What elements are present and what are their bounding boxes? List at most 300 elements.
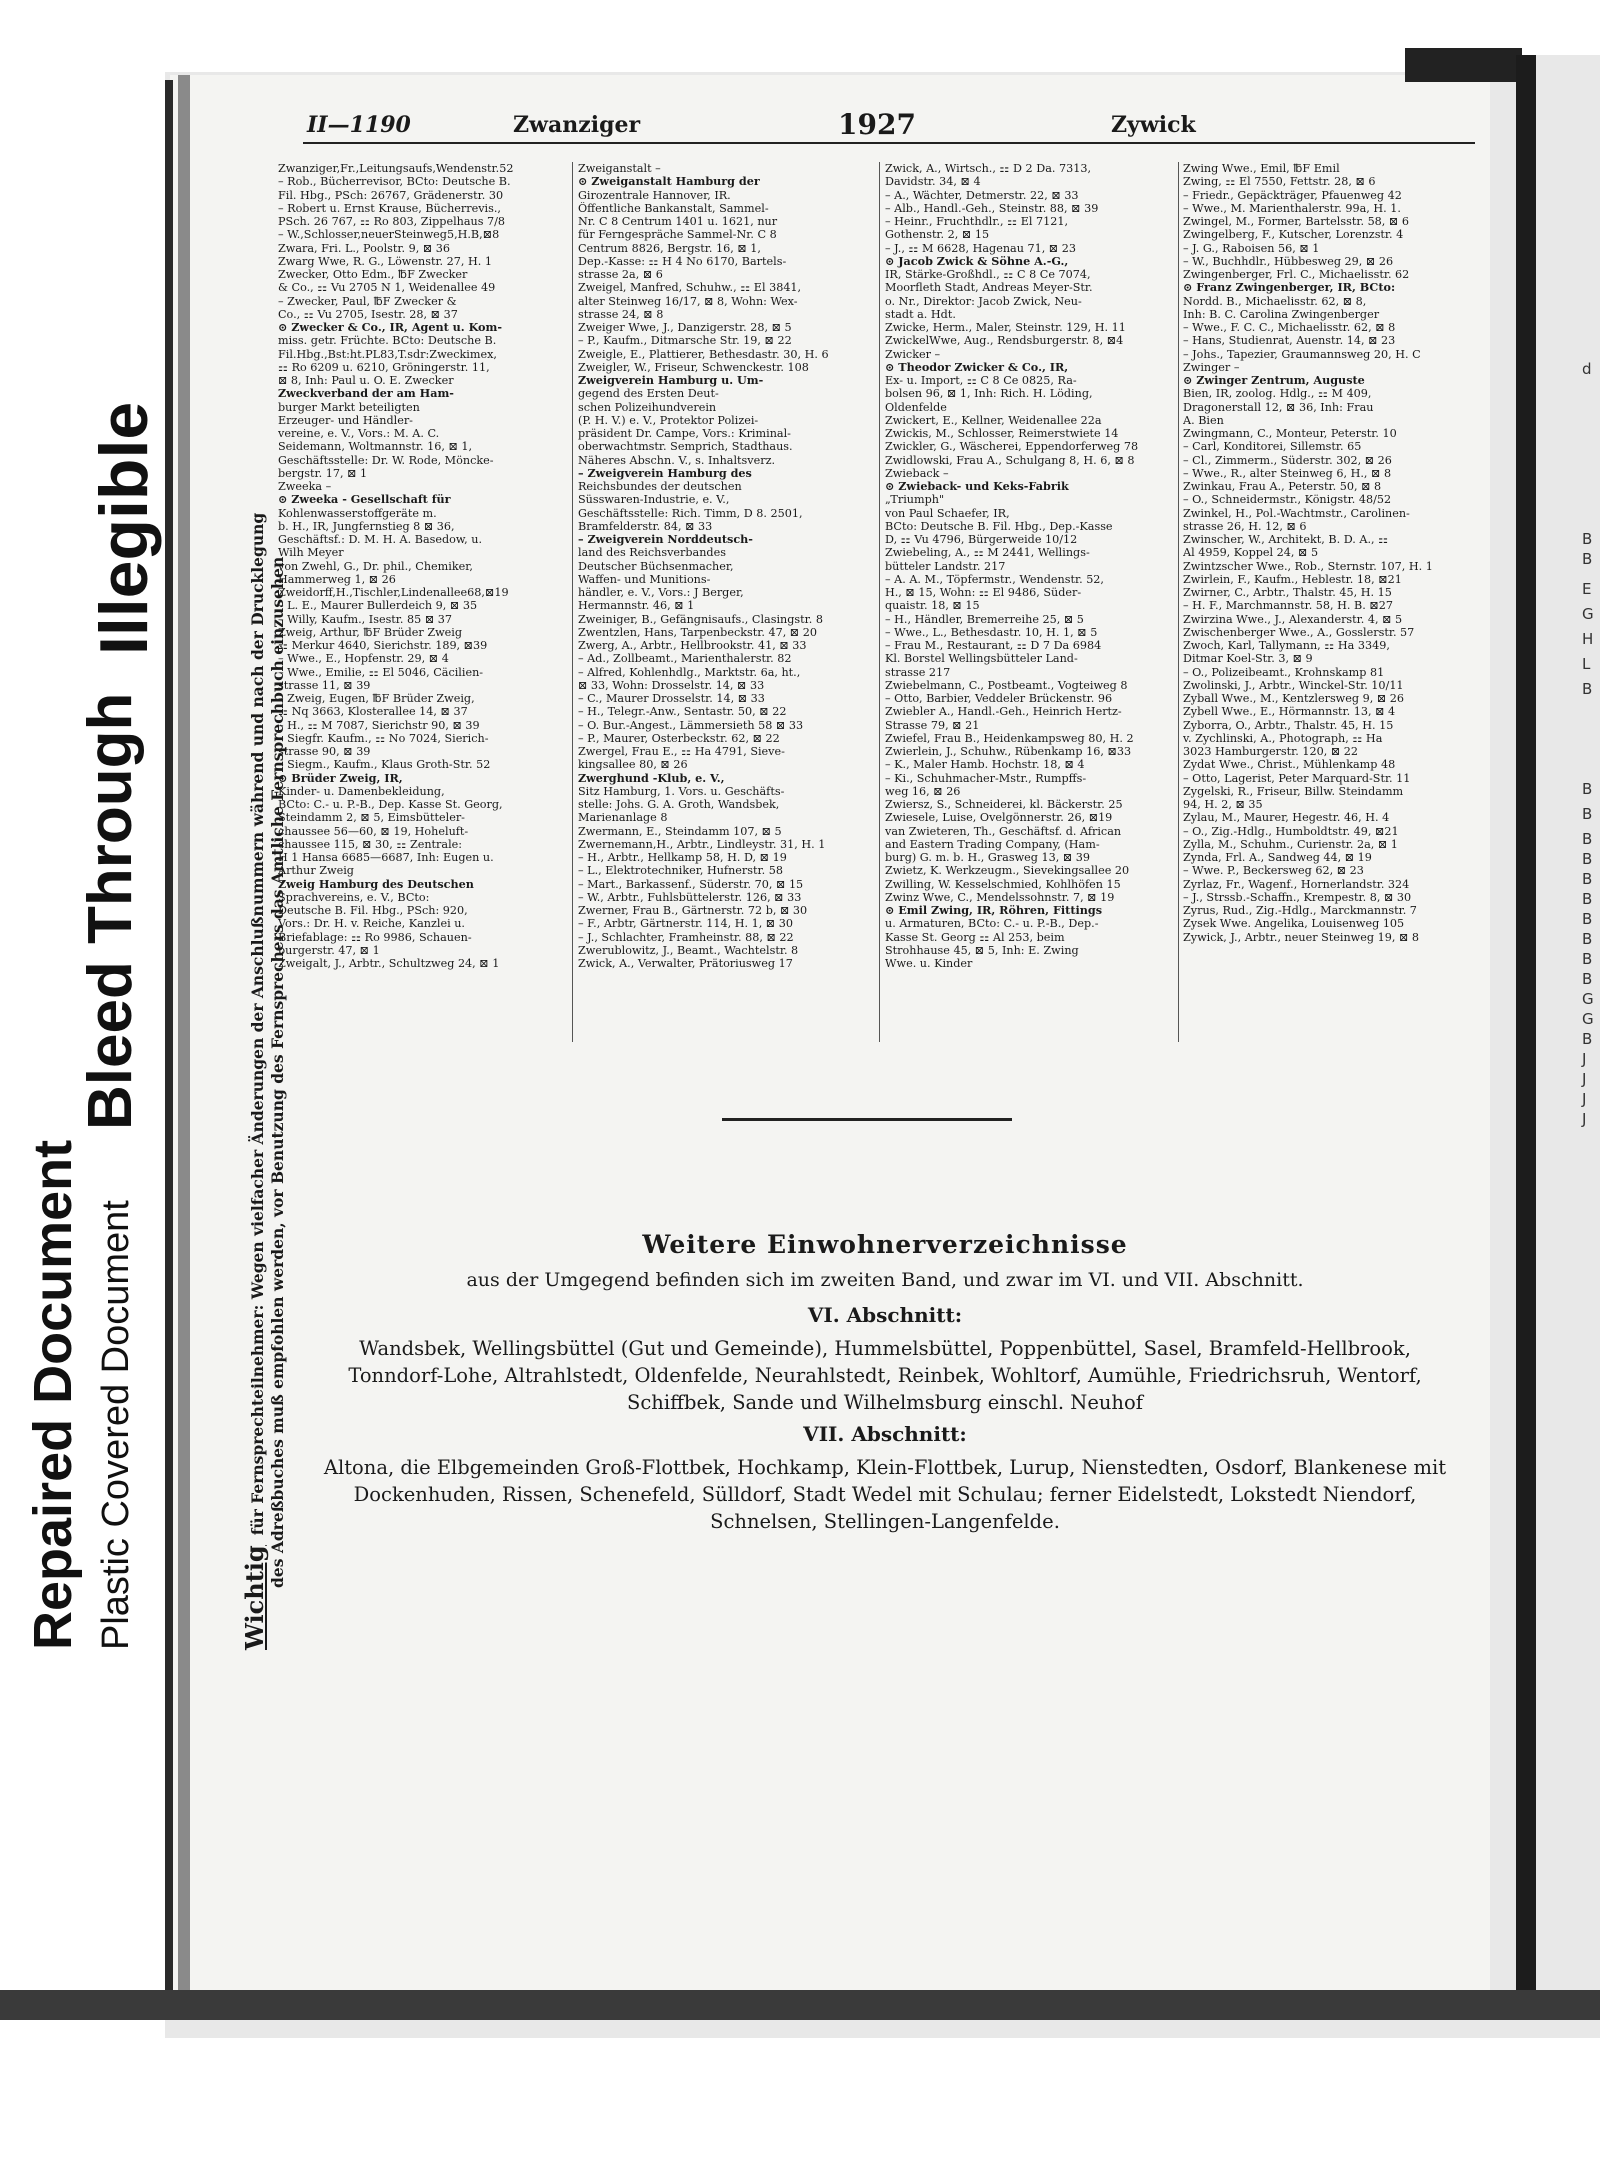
directory-entry: 3023 Hamburgerstr. 120, ⊠ 22 [1183,745,1359,758]
directory-entry: Deutsche B. Fil. Hbg., PSch: 920, [278,904,468,917]
directory-entry: Zwickert, E., Kellner, Weidenallee 22a [885,413,1102,427]
directory-entry: Steindamm 2, ⊠ 5, Eimsbütteler- [278,811,465,825]
directory-entry: Zydat Wwe., Christ., Mühlenkamp 48 [1183,758,1396,772]
directory-column-2 [578,162,873,1042]
directory-entry: Zwingelberg, F., Kutscher, Lorenzstr. 4 [1183,228,1404,242]
section-title: Weitere Einwohnerverzeichnisse [642,1230,1128,1259]
directory-entry: Zweiniger, B., Gefängnisaufs., Clasingstr. 8 [578,612,823,626]
directory-entry: chaussee 56—60, ⊠ 19, Hoheluft- [278,824,469,838]
directory-entry: Co., ⚏ Vu 2705, Isestr. 28, ⊠ 37 [278,307,458,321]
directory-entry: strasse 2a, ⊠ 6 [578,268,663,281]
bleed-letter: B [1582,680,1593,698]
directory-entry: Fil.Hbg.,Bst:ht.PL83,T.sdr:Zweckimex, [278,347,497,361]
directory-entry: Zwerghund -Klub, e. V., [578,771,725,785]
directory-entry: Zweidorff,H.,Tischler,Lindenallee68,⊠19 [278,586,509,599]
directory-entry: Deutscher Büchsenmacher, [578,559,734,573]
directory-entry: – K., Maler Hamb. Hochstr. 18, ⊠ 4 [885,758,1085,772]
directory-entry: Nr. C 8 Centrum 1401 u. 1621, nur [578,215,778,228]
directory-entry: – A., Wächter, Detmerstr. 22, ⊠ 33 [885,188,1079,202]
directory-entry: Zweigverein Hamburg u. Um- [578,374,764,387]
directory-entry: (P. H. V.) e. V., Protektor Polizei- [578,413,759,427]
column-rule [879,162,880,1042]
directory-entry: Strohhause 45, ⊠ 5, Inh: E. Zwing [885,943,1079,957]
directory-entry: ⊙ Zweiganstalt Hamburg der [578,175,760,189]
directory-entry: Zwanziger,Fr.,Leitungsaufs,Wendenstr.52 [278,162,514,175]
directory-entry: burger Markt beteiligten [278,400,420,414]
page-fold-shadow [178,75,190,2015]
directory-entry: Zwinscher, W., Architekt, B. D. A., ⚏ [1183,533,1389,546]
page-header [303,108,1475,144]
directory-entry: – Frau M., Restaurant, ⚏ D 7 Da 6984 [885,639,1102,652]
directory-entry: Zwentzlen, Hans, Tarpenbeckstr. 47, ⊠ 20 [578,625,817,639]
bottom-scan-bar [0,1990,1600,2020]
directory-entry: Erzeuger- und Händler- [278,413,413,427]
bleed-letter: B [1582,830,1593,848]
directory-entry: – H., Arbtr., Hellkamp 58, H. D, ⊠ 19 [578,851,787,864]
directory-entry: 94, H. 2, ⊠ 35 [1183,798,1263,811]
directory-entry: – Rob., Bücherrevisor, BCto: Deutsche B. [278,175,511,189]
directory-entry: ⚏ Merkur 4640, Sierichstr. 189, ⊠39 [278,639,488,652]
bleed-letter: G [1582,990,1594,1008]
directory-entry: Zyball Wwe., M., Kentzlersweg 9, ⊠ 26 [1183,692,1404,705]
directory-entry: Zwerg, A., Arbtr., Hellbrookstr. 41, ⊠ 33 [578,639,807,652]
directory-entry: strasse 90, ⊠ 39 [278,745,371,758]
directory-entry: Zwinkel, H., Pol.-Wachtmstr., Carolinen- [1183,506,1410,520]
directory-entry: – Friedr., Gepäckträger, Pfauenweg 42 [1183,188,1402,202]
bleed-letter: J [1582,1070,1587,1088]
directory-entry: – Robert u. Ernst Krause, Bücherrevis., [278,201,501,215]
directory-entry: – Otto, Barbier, Veddeler Brückenstr. 96 [885,692,1113,705]
directory-entry: – Ad., Zollbeamt., Marienthalerstr. 82 [578,652,792,666]
directory-entry: Zwernemann,H., Arbtr., Lindleystr. 31, H. 1 [578,837,826,851]
section-vii-heading: VII. Abschnitt: [803,1422,967,1446]
bleed-through-letters [1558,60,1598,1940]
directory-entry: Vors.: Dr. H. v. Reiche, Kanzlei u. [278,917,465,931]
directory-entry: IR, Stärke-Großhdl., ⚏ C 8 Ce 7074, [885,268,1091,281]
bleed-letter: B [1582,805,1593,823]
directory-column-1 [278,162,566,1042]
directory-entry: Waffen- und Munitions- [578,572,711,586]
directory-entry: Zwierlein, J., Schuhw., Rübenkamp 16, ⊠33 [885,745,1132,758]
directory-entry: – Zweigverein Hamburg des [578,466,752,480]
directory-entry: Wwe. u. Kinder [885,957,973,970]
directory-entry: Zyrlaz, Fr., Wagenf., Hornerlandstr. 324 [1183,877,1410,891]
directory-entry: Wilh Meyer [278,546,344,560]
directory-entry: Zybell Wwe., E., Hörmannstr. 13, ⊠ 4 [1183,705,1396,719]
directory-entry: Zysek Wwe. Angelika, Louisenweg 105 [1183,917,1405,931]
bleed-letter: B [1582,970,1593,988]
directory-entry: oberwachtmstr. Semprich, Stadthaus. [578,440,793,454]
directory-entry: – Alfred, Kohlenhdlg., Marktstr. 6a, ht., [578,665,801,679]
bleed-letter: J [1582,1050,1587,1068]
directory-entry: – Otto, Lagerist, Peter Marquard-Str. 11 [1183,771,1411,785]
directory-entry: ⚏ Ro 6209 u. 6210, Gröningerstr. 11, [278,360,490,374]
directory-entry: – W.,Schlosser,neuerSteinweg5,H.B,⊠8 [278,228,500,242]
bleed-letter: L [1582,655,1591,673]
directory-entry: Dragonerstall 12, ⊠ 36, Inh: Frau [1183,400,1374,414]
directory-entry: – Carl, Konditorei, Sillemstr. 65 [1183,440,1362,454]
directory-entry: Oldenfelde [885,400,947,414]
directory-entry: Zygelski, R., Friseur, Billw. Steindamm [1183,784,1404,798]
directory-entry: – Wwe., Emilie, ⚏ El 5046, Cäcilien- [278,665,484,679]
directory-entry: Zweigalt, J., Arbtr., Schultzweg 24, ⊠ 1 [278,957,500,970]
directory-entry: Arthur Zweig [278,864,354,878]
directory-entry: – Wwe., M. Marienthalerstr. 99a, H. 1. [1183,201,1401,215]
directory-entry: Zwerublowitz, J., Beamt., Wachtelstr. 8 [578,943,799,957]
directory-entry: Sitz Hamburg, 1. Vors. u. Geschäfts- [578,784,785,798]
directory-entry: Zwirzina Wwe., J., Alexanderstr. 4, ⊠ 5 [1183,612,1403,626]
directory-entry: vereine, e. V., Vors.: M. A. C. [278,427,440,440]
directory-entry: Zwirner, C., Arbtr., Thalstr. 45, H. 15 [1183,586,1392,599]
directory-entry: präsident Dr. Campe, Vors.: Kriminal- [578,427,791,440]
bleed-letter: B [1582,950,1593,968]
directory-entry: Kasse St. Georg ⚏ Al 253, beim [885,930,1065,944]
directory-entry: – Siegfr. Kaufm., ⚏ No 7024, Sierich- [278,731,489,745]
label-repaired-document: Repaired Document [23,1139,83,1650]
directory-entry: – C., Maurer Drosselstr. 14, ⊠ 33 [578,692,765,705]
directory-entry: Bien, IR, zoolog. Hdlg., ⚏ M 409, [1183,387,1372,401]
directory-entry: Zywick, J., Arbtr., neuer Steinweg 19, ⊠ 8 [1183,930,1419,944]
directory-entry: Bramfelderstr. 84, ⊠ 33 [578,519,713,533]
directory-entry: kingsallee 80, ⊠ 26 [578,758,688,772]
section-vi-heading: VI. Abschnitt: [807,1303,963,1327]
directory-entry: Zwilling, W. Kesselschmied, Kohlhöfen 15 [885,877,1121,891]
section-divider [722,1118,1012,1121]
directory-entry: Al 4959, Koppel 24, ⊠ 5 [1183,546,1319,560]
directory-entry: & Co., ⚏ Vu 2705 N 1, Weidenallee 49 [278,281,496,295]
directory-entry: ⊙ Brüder Zweig, IR, [278,771,403,785]
directory-entry: Zweigel, Manfred, Schuhw., ⚏ El 3841, [578,281,802,295]
directory-entry: H., ⊠ 15, Wohn: ⚏ El 9486, Süder- [885,586,1082,599]
directory-entry: schen Polizeihundverein [578,400,717,414]
directory-entry: – H. F., Marchmannstr. 58, H. B. ⊠27 [1183,599,1393,613]
bleed-letter: B [1582,780,1593,798]
directory-entry: – Wwe. P., Beckersweg 62, ⊠ 23 [1183,864,1364,878]
side-notice-wichtig: Wichtig [240,1545,269,1650]
directory-entry: Geschäftsstelle: Rich. Timm, D 8. 2501, [578,506,803,520]
directory-entry: Zwecker, Otto Edm., ℔F Zwecker [278,268,468,281]
directory-entry: burgerstr. 47, ⊠ 1 [278,943,380,957]
directory-entry: – Johs., Tapezier, Graumannsweg 20, H. C [1183,347,1421,361]
side-notice-line-1: für Fernsprechteilnehmer: Wegen vielfacher Änderungen der Anschlußnummern während und nach der Drucklegung [248,512,267,1536]
side-notice-line-2: des Adreßbuches muß empfohlen werden, vor Benutzung des Fernsprechers das Amtliche Fernsprechbuch einzusehen [268,556,287,1588]
directory-entry: – H., ⚏ M 7087, Sierichstr 90, ⊠ 39 [278,718,480,732]
directory-entry: ZwickelWwe, Aug., Rendsburgerstr. 8, ⊠4 [885,334,1124,348]
directory-entry: Zwickis, M., Schlosser, Reimerstwiete 14 [885,427,1119,440]
directory-entry: PSch. 26 767, ⚏ Ro 803, Zippelhaus 7/8 [278,215,506,228]
section-subtitle: aus der Umgegend befinden sich im zweiten Band, und zwar im VI. und VII. Abschnitt. [466,1269,1304,1291]
directory-entry: Zwischenberger Wwe., A., Gosslerstr. 57 [1183,625,1415,639]
directory-entry: Zweigler, W., Friseur, Schwenckestr. 108 [578,360,809,374]
directory-entry: ⊠ 8, Inh: Paul u. O. E. Zwecker [278,374,454,387]
directory-entry: quaistr. 18, ⊠ 15 [885,599,980,613]
bleed-letter: B [1582,550,1593,568]
directory-entry: Seidemann, Woltmannstr. 16, ⊠ 1, [278,440,473,454]
bleed-letter: B [1582,910,1593,928]
directory-entry: – P., Maurer, Osterbeckstr. 62, ⊠ 22 [578,731,780,745]
directory-entry: – O., Polizeibeamt., Krohnskamp 81 [1183,665,1385,679]
bleed-letter: E [1582,580,1592,598]
directory-entry: BCto: Deutsche B. Fil. Hbg., Dep.-Kasse [885,519,1113,533]
directory-entry: strasse 24, ⊠ 8 [578,307,664,321]
directory-entry: Dep.-Kasse: ⚏ H 4 No 6170, Bartels- [578,254,787,268]
directory-entry: Zylla, M., Schuhm., Curienstr. 2a, ⊠ 1 [1183,837,1398,851]
directory-entry: ⊙ Jacob Zwick & Söhne A.-G., [885,254,1069,268]
column-rule [1178,162,1179,1042]
directory-entry: – O., Zig.-Hdlg., Humboldtstr. 49, ⊠21 [1183,824,1399,838]
header-left-word: Zwanziger [513,112,641,138]
directory-entry: ⊙ Theodor Zwicker & Co., IR, [885,360,1069,374]
directory-entry: Hermannstr. 46, ⊠ 1 [578,599,695,613]
directory-entry: Marienanlage 8 [578,811,668,825]
directory-entry: Zwintzscher Wwe., Rob., Sternstr. 107, H. 1 [1183,559,1433,573]
directory-entry: Zweigle, E., Plattierer, Bethesdastr. 30, H. 6 [578,347,829,361]
bleed-letter: B [1582,1030,1593,1048]
header-right-word: Zywick [1111,112,1196,138]
directory-entry: – O., Schneidermstr., Königstr. 48/52 [1183,493,1392,507]
label-plastic-covered-document: Plastic Covered Document [95,1200,137,1650]
directory-entry: u. Armaturen, BCto: C.- u. P.-B., Dep.- [885,917,1099,931]
directory-entry: – Ki., Schuhmacher-Mstr., Rumpffs- [885,771,1087,785]
directory-entry: Zwicke, Herm., Maler, Steinstr. 129, H. 11 [885,321,1126,334]
directory-entry: chaussee 115, ⊠ 30, ⚏ Zentrale: [278,837,463,851]
directory-entry: Reichsbundes der deutschen [578,480,742,493]
directory-entry: Zwickler, G., Wäscherei, Eppendorferweg 78 [885,440,1139,454]
directory-entry: Zyborra, O., Arbtr., Thalstr. 45, H. 15 [1183,718,1394,732]
directory-entry: Zwing Wwe., Emil, ℔F Emil [1183,162,1340,175]
directory-entry: – Siegm., Kaufm., Klaus Groth-Str. 52 [278,758,491,772]
directory-entry: – Wwe., F. C. C., Michaelisstr. 62, ⊠ 8 [1183,321,1396,334]
directory-entry: Zweig, Arthur, ℔F Brüder Zweig [278,625,463,639]
right-edge-bar [1516,55,1536,2015]
directory-entry: „Triumph" [885,493,945,507]
directory-entry: – J., ⚏ M 6628, Hagenau 71, ⊠ 23 [885,241,1076,255]
directory-entry: Zwerner, Frau B., Gärtnerstr. 72 b, ⊠ 30 [578,904,808,917]
directory-column-4 [1183,162,1443,1042]
directory-entry: Zwick, A., Verwalter, Prätoriusweg 17 [578,957,793,970]
directory-entry: Centrum 8826, Bergstr. 16, ⊠ 1, [578,241,761,255]
directory-entry: – Heinr., Fruchthdlr., ⚏ El 7121, [885,215,1069,228]
directory-entry: BCto: C.- u. P.-B., Dep. Kasse St. Georg, [278,798,503,811]
directory-entry: Zwinkau, Frau A., Peterstr. 50, ⊠ 8 [1183,480,1382,493]
directory-entry: Zwinz Wwe, C., Mendelssohnstr. 7, ⊠ 19 [885,890,1115,904]
directory-entry: gegend des Ersten Deut- [578,387,719,401]
directory-entry: Zynda, Frl. A., Sandweg 44, ⊠ 19 [1183,851,1372,864]
directory-entry: Hammerweg 1, ⊠ 26 [278,572,396,586]
directory-entry: Zwiebeling, A., ⚏ M 2441, Wellings- [885,546,1090,560]
directory-entry: Zwinger – [1183,360,1240,374]
directory-entry: – Alb., Handl.-Geh., Steinstr. 88, ⊠ 39 [885,201,1099,215]
directory-entry: – F., Arbtr, Gärtnerstr. 114, H. 1, ⊠ 30 [578,917,793,931]
directory-entry: Nordd. B., Michaelisstr. 62, ⊠ 8, [1183,294,1367,308]
directory-entry: Geschäftsstelle: Dr. W. Rode, Möncke- [278,453,494,467]
directory-entry: Zwiersz, S., Schneiderei, kl. Bäckerstr. 25 [885,798,1123,811]
directory-entry: ⊠ 33, Wohn: Drosselstr. 14, ⊠ 33 [578,678,765,692]
bleed-letter: B [1582,850,1593,868]
directory-entry: Sprachvereins, e. V., BCto: [278,890,430,904]
directory-entry: – J., Strssb.-Schaffn., Krempestr. 8, ⊠ 30 [1183,890,1412,904]
directory-entry: – Zwecker, Paul, ℔F Zwecker & [278,294,457,308]
directory-entry: Gothenstr. 2, ⊠ 15 [885,228,990,242]
bleed-letter: G [1582,605,1594,623]
directory-entry: Davidstr. 34, ⊠ 4 [885,175,981,189]
directory-entry: Zwara, Fri. L., Poolstr. 9, ⊠ 36 [278,241,451,255]
directory-entry: strasse 11, ⊠ 39 [278,678,371,692]
directory-entry: Kinder- u. Damenbekleidung, [278,784,445,798]
directory-entry: Zwarg Wwe, R. G., Löwenstr. 27, H. 1 [278,254,493,268]
directory-entry: Moorfleth Stadt, Andreas Meyer-Str. [885,281,1093,295]
directory-entry: A. Bien [1183,413,1224,427]
directory-column-3 [885,162,1173,1042]
section-vii-text: Altona, die Elbgemeinden Groß-Flottbek, Hochkamp, Klein-Flottbek, Lurup, Nienstedten, Osdorf, Blankenese mit Dockenhuden, Rissen, Schenefeld, Sülldorf, Stadt Wedel mit Schulau; ferner Eidelstedt, Lokstedt Niendorf, Schnelsen, Stellingen-Langenfelde. [323,1456,1447,1533]
directory-entry: Zwick, A., Wirtsch., ⚏ D 2 Da. 7313, [885,162,1092,175]
column-rule [572,162,573,1042]
directory-entry: stelle: Johs. G. A. Groth, Wandsbek, [578,798,780,811]
directory-entry: Zwietz, K. Werkzeugm., Sievekingsallee 20 [885,864,1130,878]
directory-entry: Zylau, M., Maurer, Hegestr. 46, H. 4 [1183,811,1390,825]
directory-entry: – H., Händler, Bremerreihe 25, ⊠ 5 [885,612,1084,626]
directory-entry: Zwolinski, J., Arbtr., Winckel-Str. 10/11 [1183,678,1404,692]
directory-entry: von Zwehl, G., Dr. phil., Chemiker, [278,559,473,573]
directory-entry: Süsswaren-Industrie, e. V., [578,493,730,507]
directory-entry: and Eastern Trading Company, (Ham- [885,837,1100,851]
directory-entry: strasse 26, H. 12, ⊠ 6 [1183,519,1307,533]
directory-entry: ⊙ Emil Zwing, IR, Röhren, Fittings [885,904,1103,917]
directory-entry: ⊙ Zweeka - Gesellschaft für [278,493,451,507]
bleed-letter: B [1582,930,1593,948]
directory-entry: – Wwe., E., Hopfenstr. 29, ⊠ 4 [278,652,449,666]
directory-entry: Ex- u. Import, ⚏ C 8 Ce 0825, Ra- [885,374,1077,387]
corner-tab [1405,48,1522,82]
directory-columns [278,162,1443,1042]
directory-entry: – H., Telegr.-Anw., Sentastr. 50, ⊠ 22 [578,705,787,719]
directory-entry: Kohlenwasserstoffgeräte m. [278,506,437,520]
directory-entry: Zyrus, Rud., Zig.-Hdlg., Marckmannstr. 7 [1183,904,1417,917]
directory-entry: – A. A. M., Töpfermstr., Wendenstr. 52, [885,572,1104,586]
directory-entry: Zweiger Wwe, J., Danzigerstr. 28, ⊠ 5 [578,321,792,334]
page-number: II—1190 [307,112,411,138]
directory-entry: Inh: B. C. Carolina Zwingenberger [1183,307,1380,321]
directory-entry: Zweig Hamburg des Deutschen [278,877,474,891]
directory-entry: v. Zychlinski, A., Photograph, ⚏ Ha [1183,731,1383,745]
further-directories-section [320,1230,1450,1535]
directory-entry: Fil. Hbg., PSch: 26767, Grädenerstr. 30 [278,188,504,202]
binding-strip [165,80,173,2010]
directory-entry: ⊙ Zwinger Zentrum, Auguste [1183,374,1365,387]
directory-entry: stadt a. Hdt. [885,307,956,321]
directory-entry: Zwidlowski, Frau A., Schulgang 8, H. 6, ⊠ 8 [885,453,1135,467]
label-illegible: Illegible [86,401,162,655]
directory-entry: bergstr. 17, ⊠ 1 [278,466,368,480]
label-bleed-through: Bleed Through [76,692,145,1130]
bleed-letter: J [1582,1090,1587,1108]
directory-entry: Zwing, ⚏ El 7550, Fettstr. 28, ⊠ 6 [1183,175,1376,189]
bleed-letter: G [1582,1010,1594,1028]
directory-entry: Strasse 79, ⊠ 21 [885,718,980,732]
directory-entry: Zwingenberger, Frl. C., Michaelisstr. 62 [1183,268,1410,281]
directory-entry: Näheres Abschn. V., s. Inhaltsverz. [578,453,776,467]
bleed-letter: J [1582,1110,1587,1128]
directory-entry: Zweeka – [278,480,332,493]
directory-entry: van Zwieteren, Th., Geschäftsf. d. African [885,824,1122,838]
directory-entry: Zwoch, Karl, Tallymann, ⚏ Ha 3349, [1183,639,1390,652]
directory-entry: burg) G. m. b. H., Grasweg 13, ⊠ 39 [885,851,1090,864]
directory-entry: alter Steinweg 16/17, ⊠ 8, Wohn: Wex- [578,294,798,308]
directory-entry: von Paul Schaefer, IR, [885,506,1010,520]
directory-entry: ⊙ Zwieback- und Keks-Fabrik [885,480,1069,493]
bleed-letter: B [1582,530,1593,548]
directory-entry: Zwiesele, Luise, Ovelgönnerstr. 26, ⊠19 [885,811,1113,825]
directory-entry: Zwirlein, F., Kaufm., Heblestr. 18, ⊠21 [1183,572,1402,586]
directory-entry: miss. getr. Früchte. BCto: Deutsche B. [278,334,497,348]
directory-entry: Zwieback – [885,466,949,480]
directory-entry: – Wwe., L., Bethesdastr. 10, H. 1, ⊠ 5 [885,625,1098,639]
directory-entry: o. Nr., Direktor: Jacob Zwick, Neu- [885,294,1082,308]
directory-entry: Girozentrale Hannover, IR. [578,188,731,202]
directory-entry: Zwingel, M., Former, Bartelsstr. 58, ⊠ 6 [1183,215,1409,228]
directory-entry: Zwergel, Frau E., ⚏ Ha 4791, Sieve- [578,745,785,758]
directory-entry: – Mart., Barkassenf., Süderstr. 70, ⊠ 15 [578,877,804,891]
directory-entry: Zwiebelmann, C., Postbeamt., Vogteiweg 8 [885,678,1128,692]
directory-entry: ⊙ Franz Zwingenberger, IR, BCto: [1183,281,1396,295]
directory-entry: Ditmar Koel-Str. 3, ⊠ 9 [1183,652,1313,666]
bleed-letter: B [1582,890,1593,908]
directory-entry: Zweckverband der am Ham- [278,387,454,401]
directory-entry: – Hans, Studienrat, Auenstr. 14, ⊠ 23 [1183,334,1396,348]
directory-entry: – P., Kaufm., Ditmarsche Str. 19, ⊠ 22 [578,334,792,348]
directory-entry: land des Reichsverbandes [578,546,726,560]
directory-entry: Geschäftsf.: D. M. H. A. Basedow, u. [278,533,483,546]
directory-entry: – L., Elektrotechniker, Hufnerstr. 58 [578,864,783,878]
directory-entry: – Wwe., R., alter Steinweg 6, H., ⊠ 8 [1183,466,1392,480]
header-year: 1927 [838,108,916,141]
directory-entry: D, ⚏ Vu 4796, Bürgerweide 10/12 [885,533,1078,546]
directory-entry: bütteler Landstr. 217 [885,559,1006,573]
directory-entry: b. H., IR, Jungfernstieg 8 ⊠ 36, [278,519,455,533]
directory-entry: weg 16, ⊠ 26 [885,784,961,798]
directory-entry: Zweiganstalt – [578,162,661,175]
directory-entry: – Zweig, Eugen, ℔F Brüder Zweig, [278,692,475,705]
directory-entry: bolsen 96, ⊠ 1, Inh: Rich. H. Löding, [885,387,1093,401]
directory-entry: Zwiefel, Frau B., Heidenkampsweg 80, H. 2 [885,731,1134,745]
directory-entry: – Willy, Kaufm., Isestr. 85 ⊠ 37 [278,612,452,626]
directory-entry: strasse 217 [885,665,951,679]
directory-entry: händler, e. V., Vors.: J Berger, [578,586,744,599]
bleed-letter: H [1582,630,1594,648]
directory-entry: Zwermann, E., Steindamm 107, ⊠ 5 [578,824,782,838]
directory-entry: Zwingmann, C., Monteur, Peterstr. 10 [1183,427,1397,440]
directory-entry: – Cl., Zimmerm., Süderstr. 302, ⊠ 26 [1183,453,1392,467]
directory-entry: – O. Bur.-Angest., Lämmersieth 58 ⊠ 33 [578,718,804,732]
directory-entry: Öffentliche Bankanstalt, Sammel- [578,201,769,215]
directory-entry: ⊙ Zwecker & Co., IR, Agent u. Kom- [278,321,502,334]
directory-entry: – J. G., Raboisen 56, ⊠ 1 [1183,241,1320,255]
directory-entry: – J., Schlachter, Framheinstr. 88, ⊠ 22 [578,930,794,944]
directory-entry: – Zweigverein Norddeutsch- [578,533,753,546]
directory-entry: – W., Arbtr., Fuhlsbüttelerstr. 126, ⊠ 33 [578,890,802,904]
bleed-letter: B [1582,870,1593,888]
directory-entry: – L. E., Maurer Bullerdeich 9, ⊠ 35 [278,599,478,613]
directory-entry: – W., Buchhdlr., Hübbesweg 29, ⊠ 26 [1183,254,1394,268]
directory-entry: ⚏ Nq 3663, Klosterallee 14, ⊠ 37 [278,705,468,719]
directory-entry: Kl. Borstel Wellingsbütteler Land- [885,652,1078,666]
bleed-letter: d [1582,360,1592,378]
directory-entry: Zwicker – [885,347,941,361]
directory-entry: Briefablage: ⚏ Ro 9986, Schauen- [278,930,472,944]
directory-entry: H 1 Hansa 6685—6687, Inh: Eugen u. [278,851,494,864]
section-vi-text: Wandsbek, Wellingsbüttel (Gut und Gemeinde), Hummelsbüttel, Poppenbüttel, Sasel, Bramfeld-Hellbrook, Tonndorf-Lohe, Altrahlstedt, Oldenfelde, Neurahlstedt, Reinbek, Wohltorf, Aumühle, Friedrichsruh, Wentorf, Schiffbek, Sande und Wilhelmsburg einschl. Neuhof [348,1337,1422,1414]
directory-entry: für Ferngespräche Sammel-Nr. C 8 [578,228,777,242]
